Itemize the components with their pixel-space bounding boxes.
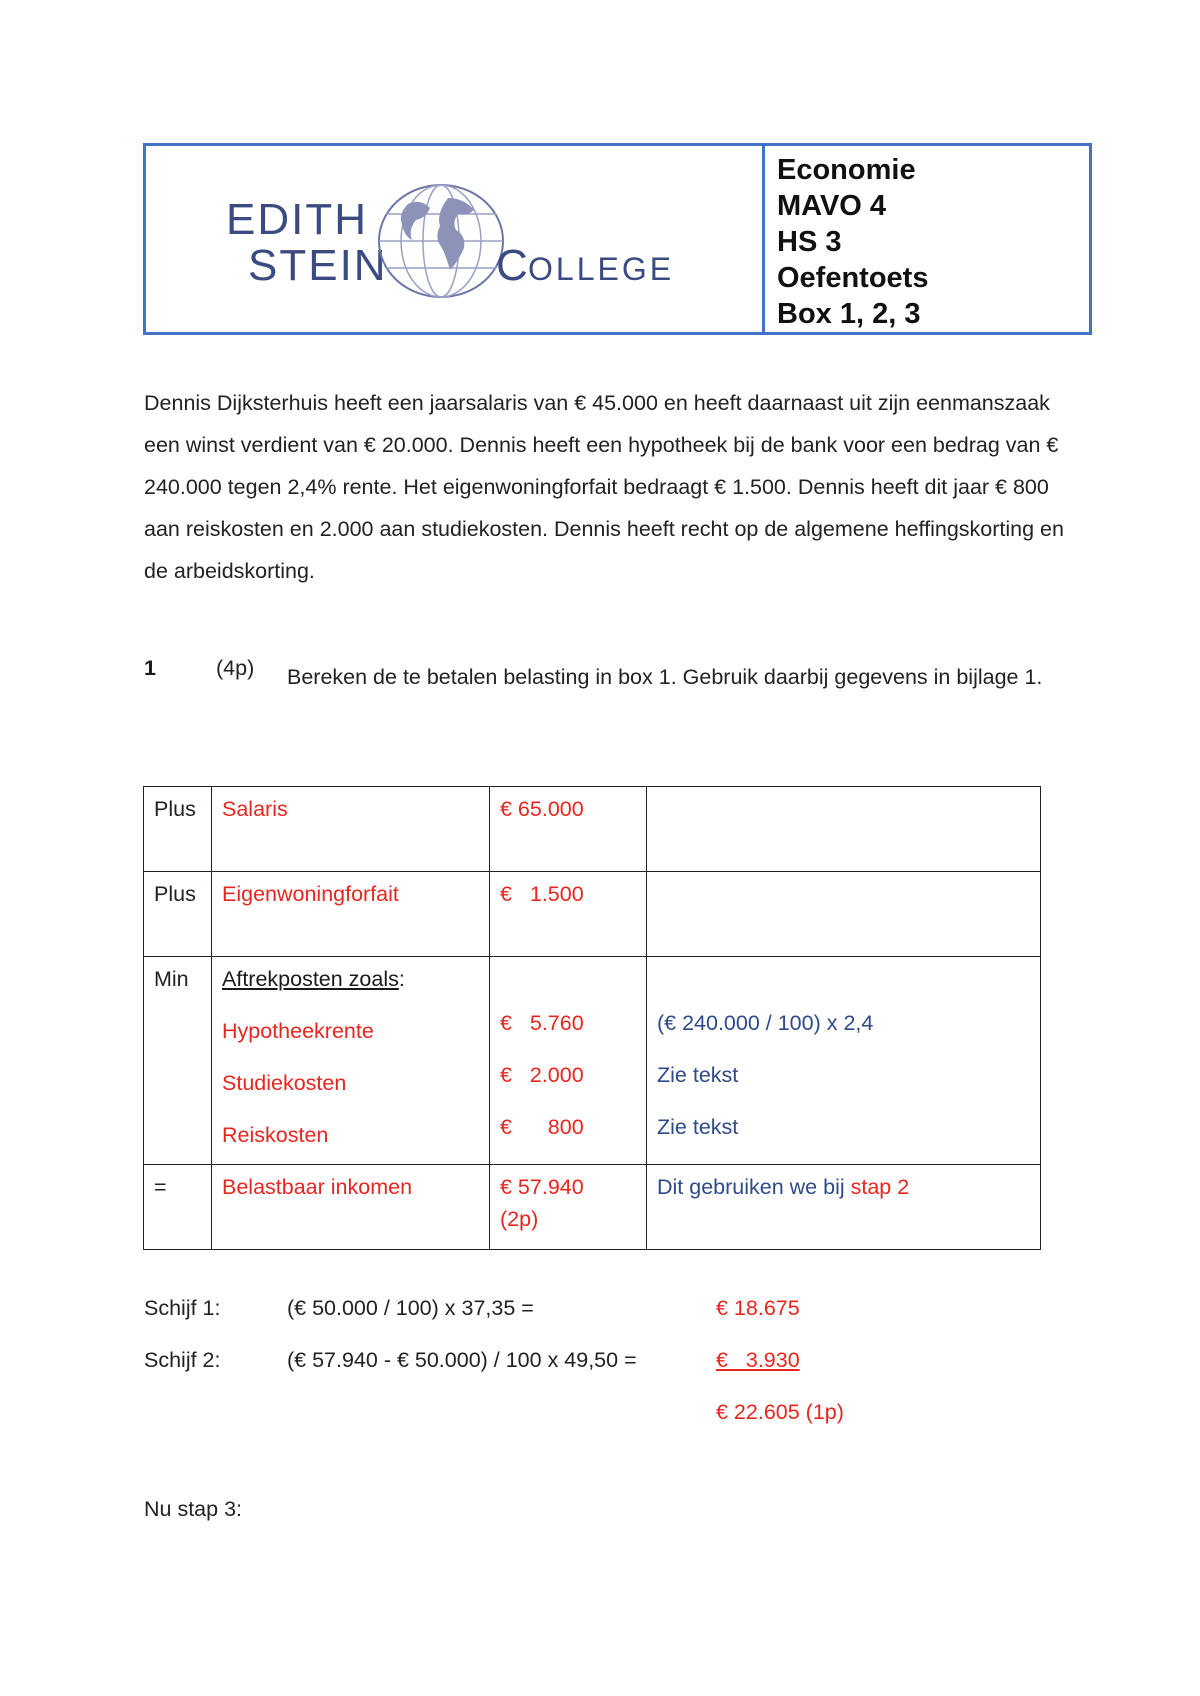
title-box: Box 1, 2, 3: [777, 298, 921, 330]
taxable-income-points: (2p): [500, 1207, 539, 1231]
amount-cell: [490, 1165, 647, 1250]
table-row: [144, 787, 1041, 872]
question-text: Bereken de te betalen belasting in box 1. Gebruik daarbij gegevens in bijlage 1.: [287, 665, 1043, 689]
svg-text:EDITH: EDITH: [226, 195, 368, 244]
table-row: [144, 872, 1041, 957]
title-level: MAVO 4: [777, 190, 887, 222]
taxable-income-amount: € 57.940: [500, 1175, 584, 1199]
bracket-1-result: € 18.675: [716, 1296, 800, 1320]
deductions-heading-colon: :: [398, 967, 405, 991]
operator-cell: Min: [144, 957, 212, 1165]
study-costs-note: Zie tekst: [657, 1063, 739, 1087]
note-cell: [647, 1165, 1041, 1250]
bracket-1-label: Schijf 1:: [144, 1296, 221, 1320]
amount-cell: € 65.000: [490, 787, 647, 872]
header-box: [143, 143, 1092, 335]
label-cell: Belastbaar inkomen: [212, 1165, 490, 1250]
bracket-1-formula: (€ 50.000 / 100) x 37,35 =: [287, 1296, 534, 1320]
study-costs-label: Studiekosten: [222, 1071, 347, 1095]
intro-paragraph: Dennis Dijksterhuis heeft een jaarsalaris van € 45.000 en heeft daarnaast uit zijn eenmanszaak een winst verdient van € 20.000. Dennis heeft een hypotheek bij de bank voor een bedrag van € 240.000 tegen 2,4% rente. Het eigenwoningforfait bedraagt € 1.500. Dennis heeft dit jaar € 800 aan reiskosten en 2.000 aan studiekosten. Dennis heeft recht op de algemene heffingskorting en de arbeidskorting.: [144, 391, 1064, 583]
title-subject: Economie: [777, 154, 916, 186]
next-step-label: Nu stap 3:: [144, 1497, 242, 1521]
total-tax: € 22.605 (1p): [716, 1400, 844, 1424]
amount-cell: € 1.500: [490, 872, 647, 957]
calculation-table: [143, 786, 1041, 1250]
operator-cell: =: [144, 1165, 212, 1250]
bracket-2-result: € 3.930: [716, 1348, 800, 1372]
operator-cell: Plus: [144, 872, 212, 957]
operator-cell: Plus: [144, 787, 212, 872]
title-chapter: HS 3: [777, 226, 842, 258]
svg-text:STEIN: STEIN: [248, 241, 388, 290]
taxable-income-note-step: stap 2: [850, 1175, 910, 1199]
question-number: 1: [144, 656, 156, 680]
title-cell: [765, 146, 928, 332]
travel-costs-note: Zie tekst: [657, 1115, 739, 1139]
bracket-2-formula: (€ 57.940 - € 50.000) / 100 x 49,50 =: [287, 1348, 637, 1372]
mortgage-interest-note: (€ 240.000 / 100) x 2,4: [657, 1011, 874, 1035]
svg-text:OLLEGE: OLLEGE: [528, 251, 675, 287]
svg-text:C: C: [496, 241, 530, 290]
mortgage-interest-label: Hypotheekrente: [222, 1019, 374, 1043]
label-cell: [212, 957, 490, 1165]
travel-costs-amount: € 800: [500, 1115, 584, 1139]
mortgage-interest-amount: € 5.760: [500, 1011, 584, 1035]
travel-costs-label: Reiskosten: [222, 1123, 329, 1147]
study-costs-amount: € 2.000: [500, 1063, 584, 1087]
taxable-income-note: Dit gebruiken we bij: [657, 1175, 851, 1199]
label-cell: Salaris: [212, 787, 490, 872]
table-row: [144, 1165, 1041, 1250]
school-logo: [226, 176, 696, 306]
globe-icon: [379, 185, 503, 297]
note-cell: [647, 957, 1041, 1165]
question-points: (4p): [216, 656, 255, 680]
bracket-2-label: Schijf 2:: [144, 1348, 221, 1372]
deductions-heading: Aftrekposten zoals: [222, 967, 399, 991]
title-test: Oefentoets: [777, 262, 929, 294]
note-cell: [647, 872, 1041, 957]
logo-cell: [146, 146, 765, 332]
label-cell: Eigenwoningforfait: [212, 872, 490, 957]
note-cell: [647, 787, 1041, 872]
amount-cell: [490, 957, 647, 1165]
table-row: [144, 957, 1041, 1165]
